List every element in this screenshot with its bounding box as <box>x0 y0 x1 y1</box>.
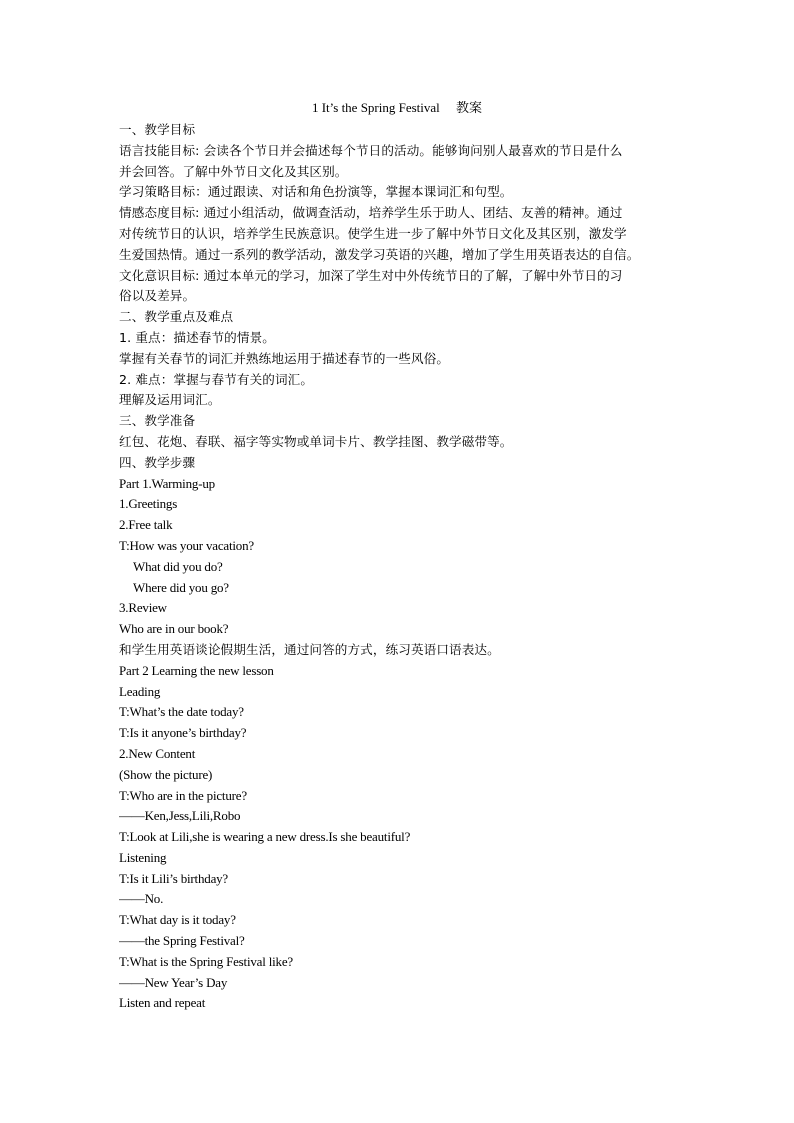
text-line: ——the Spring Festival? <box>119 933 245 949</box>
text-line: T:Is it Lili’s birthday? <box>119 870 229 886</box>
text-line: T:Look at Lili,she is wearing a new dress.Is she beautiful? <box>119 829 411 845</box>
text-line: T:What day is it today? <box>119 912 236 928</box>
text-line: 四、教学步骤 <box>119 454 196 470</box>
text-line: Where did you go? <box>133 579 229 595</box>
text-line: 理解及运用词汇。 <box>119 392 221 408</box>
text-line: 掌握有关春节的词汇并熟练地运用于描述春节的一些风俗。 <box>119 350 450 366</box>
text-line: Listening <box>119 849 167 865</box>
text-line: Part 2 Learning the new lesson <box>119 662 274 678</box>
text-line: T:How was your vacation? <box>119 537 254 553</box>
text-line: 红包、花炮、春联、福字等实物或单词卡片、教学挂图、教学磁带等。 <box>119 433 513 449</box>
text-line: 2.New Content <box>119 745 196 761</box>
text-line: ——Ken,Jess,Lili,Robo <box>119 808 241 824</box>
text-line: 三、教学准备 <box>119 413 196 429</box>
text-line: 对传统节日的认识，培养学生民族意识。使学生进一步了解中外节日文化及其区别，激发学 <box>119 225 627 241</box>
text-line: T:Who are in the picture? <box>119 787 247 803</box>
text-line: 二、教学重点及难点 <box>119 309 234 325</box>
document-title: 1 It’s the Spring Festival 教案 <box>311 100 483 115</box>
text-line: ——No. <box>119 891 164 907</box>
text-line: 俗以及差异。 <box>119 288 196 304</box>
text-line: What did you do? <box>133 558 223 574</box>
text-line: 3.Review <box>119 600 167 616</box>
text-line: 1.Greetings <box>119 496 178 512</box>
text-line: T:What’s the date today? <box>119 704 244 720</box>
text-line: Leading <box>119 683 161 699</box>
text-line: Part 1.Warming-up <box>119 475 215 491</box>
text-line: 生爱国热情。通过一系列的教学活动，激发学习英语的兴趣，增加了学生用英语表达的自信。 <box>119 246 640 262</box>
text-line: 1. 重点：描述春节的情景。 <box>119 329 275 345</box>
text-line: 并会回答。了解中外节日文化及其区别。 <box>119 163 348 179</box>
text-line: T:Is it anyone’s birthday? <box>119 725 247 741</box>
text-line: 情感态度目标: 通过小组活动，做调查活动，培养学生乐于助人、团结、友善的精神。通过 <box>119 205 623 221</box>
text-line: ——New Year’s Day <box>119 974 228 990</box>
text-line: 2.Free talk <box>119 517 173 533</box>
text-line: 2. 难点：掌握与春节有关的词汇。 <box>119 371 314 387</box>
text-line: Listen and repeat <box>119 995 206 1011</box>
text-line: (Show the picture) <box>119 766 213 782</box>
text-line: 一、教学目标 <box>119 122 196 137</box>
text-line: Who are in our book? <box>119 621 229 637</box>
text-line: 文化意识目标: 通过本单元的学习，加深了学生对中外传统节日的了解，了解中外节日的习 <box>119 267 623 283</box>
text-line: 语言技能目标: 会读各个节日并会描述每个节日的活动。能够询问别人最喜欢的节日是什么 <box>119 142 623 158</box>
text-line: T:What is the Spring Festival like? <box>119 953 293 969</box>
text-line: 和学生用英语谈论假期生活，通过问答的方式，练习英语口语表达。 <box>119 641 500 657</box>
text-line: 学习策略目标：通过跟读、对话和角色扮演等，掌握本课词汇和句型。 <box>119 184 513 200</box>
document-body <box>119 120 679 1014</box>
